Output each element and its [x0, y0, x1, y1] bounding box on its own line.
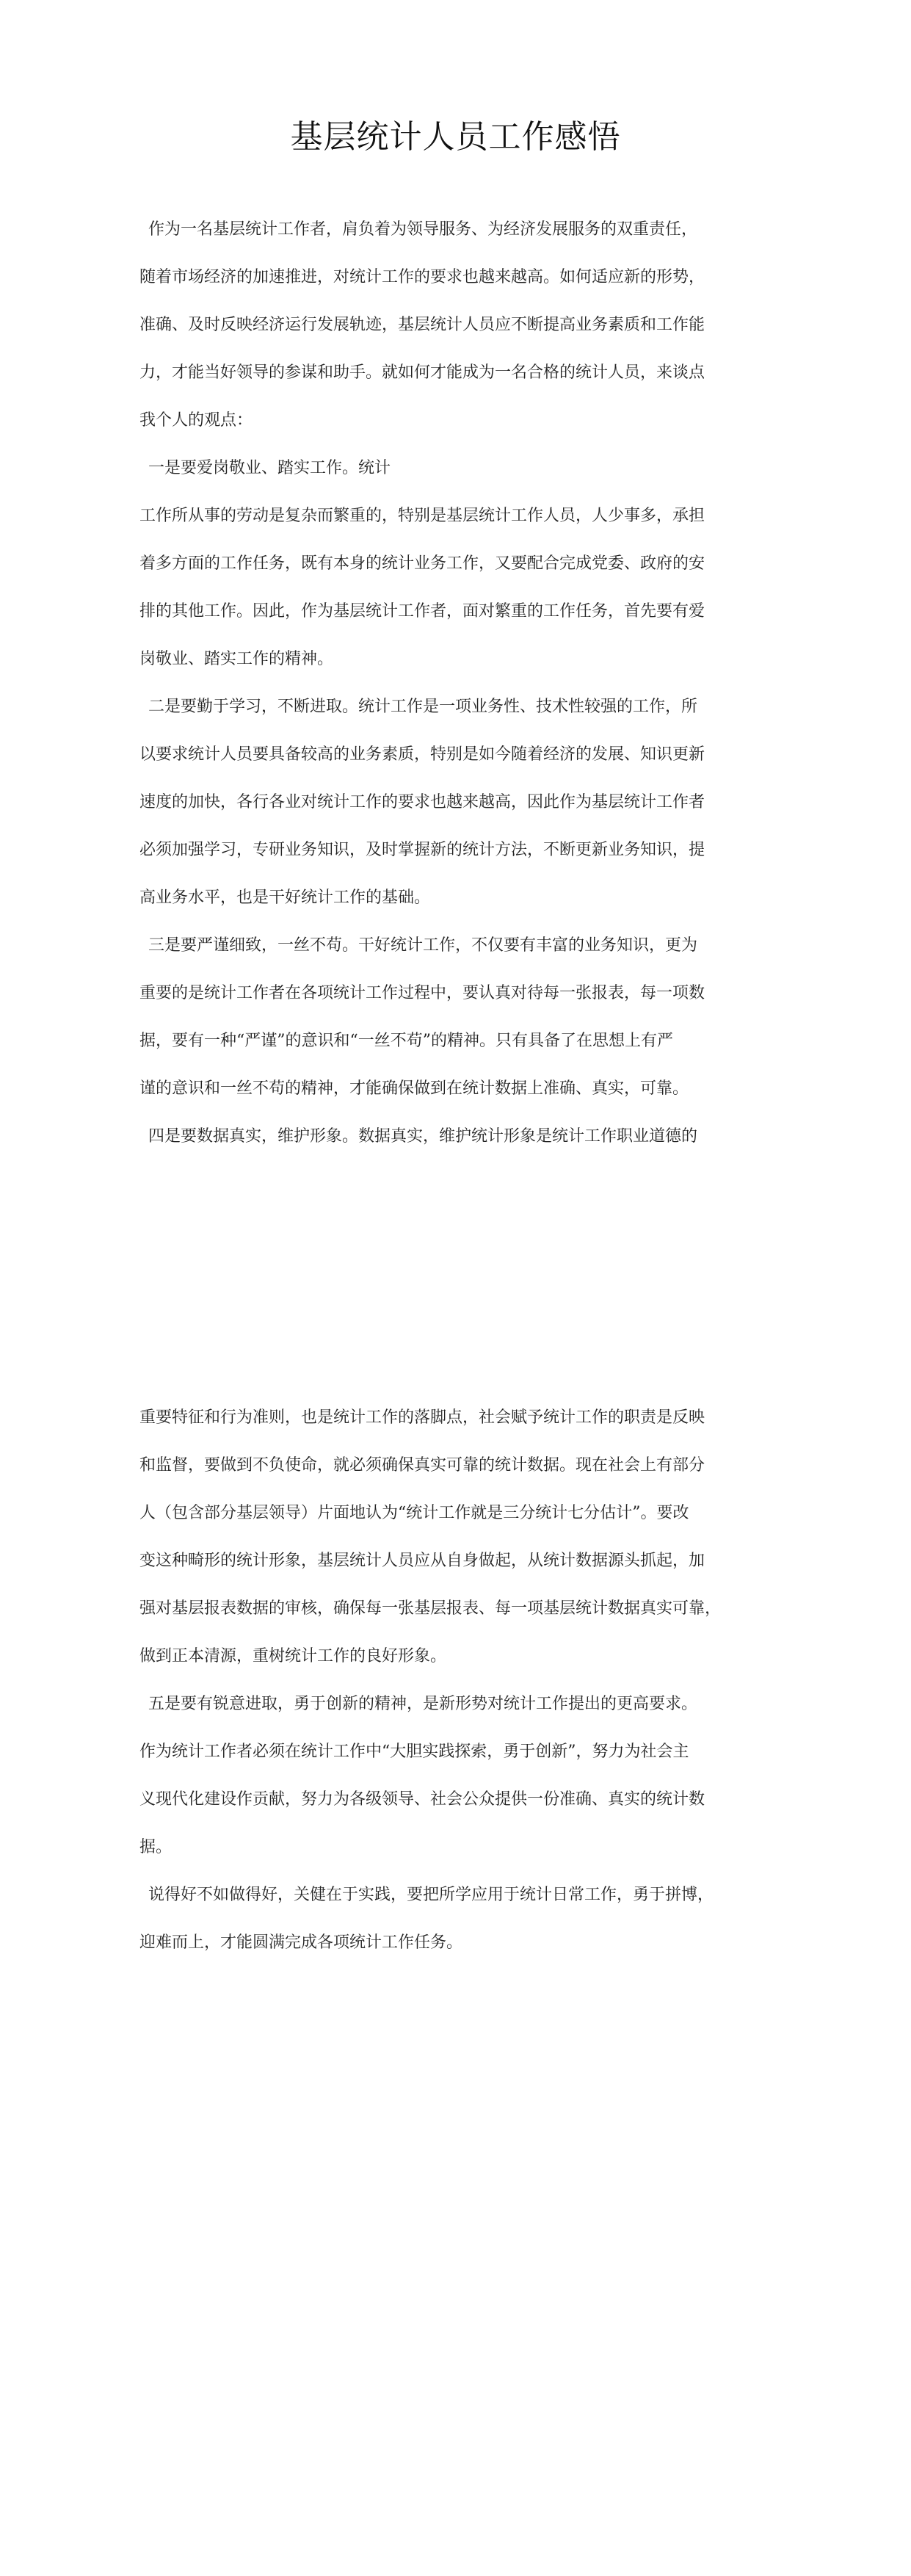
- text-line: 着多方面的工作任务，既有本身的统计业务工作，又要配合完成党委、政府的安: [139, 554, 705, 573]
- text-line: 我个人的观点：: [139, 411, 253, 430]
- text-line: 速度的加快，各行各业对统计工作的要求也越来越高，因此作为基层统计工作者: [139, 793, 705, 811]
- text-line: 三是要严谨细致，一丝不苟。干好统计工作，不仅要有丰富的业务知识，更为: [148, 936, 698, 955]
- text-line: 五是要有锐意进取，勇于创新的精神，是新形势对统计工作提出的更高要求。: [148, 1695, 698, 1713]
- text-line: 作为统计工作者必须在统计工作中“大胆实践探索，勇于创新”，努力为社会主: [139, 1743, 689, 1761]
- text-line: 排的其他工作。因此，作为基层统计工作者，面对繁重的工作任务，首先要有爱: [139, 602, 705, 621]
- text-line: 做到正本清源，重树统计工作的良好形象。: [139, 1647, 447, 1665]
- text-line: 岗敬业、踏实工作的精神。: [139, 650, 334, 668]
- text-line: 随着市场经济的加速推进，对统计工作的要求也越来越高。如何适应新的形势，: [139, 268, 705, 286]
- text-line: 工作所从事的劳动是复杂而繁重的，特别是基层统计工作人员，人少事多，承担: [139, 507, 705, 525]
- text-line: 谨的意识和一丝不苟的精神，才能确保做到在统计数据上准确、真实，可靠。: [139, 1079, 689, 1098]
- text-line: 和监督，要做到不负使命，就必须确保真实可靠的统计数据。现在社会上有部分: [139, 1456, 705, 1475]
- text-line: 必须加强学习，专研业务知识，及时掌握新的统计方法，不断更新业务知识，提: [139, 841, 705, 859]
- text-line: 人（包含部分基层领导）片面地认为“统计工作就是三分统计七分估计”。要改: [139, 1504, 689, 1522]
- text-line: 强对基层报表数据的审核，确保每一张基层报表、每一项基层统计数据真实可靠，: [139, 1599, 722, 1618]
- text-line: 准确、及时反映经济运行发展轨迹，基层统计人员应不断提高业务素质和工作能: [139, 316, 705, 334]
- text-line: 高业务水平，也是干好统计工作的基础。: [139, 889, 431, 907]
- text-line: 力，才能当好领导的参谋和助手。就如何才能成为一名合格的统计人员，来谈点: [139, 363, 705, 382]
- text-line: 作为一名基层统计工作者，肩负着为领导服务、为经济发展服务的双重责任，: [148, 220, 698, 239]
- text-line: 以要求统计人员要具备较高的业务素质，特别是如今随着经济的发展、知识更新: [139, 745, 705, 764]
- text-line: 说得好不如做得好，关健在于实践，要把所学应用于统计日常工作，勇于拼博，: [148, 1886, 714, 1904]
- text-line: 迎难而上，才能圆满完成各项统计工作任务。: [139, 1933, 463, 1952]
- text-line: 据，要有一种“严谨”的意识和“一丝不苟”的精神。只有具备了在思想上有严: [139, 1032, 673, 1050]
- text-block-lower: [139, 1394, 778, 1967]
- text-line: 四是要数据真实，维护形象。数据真实，维护统计形象是统计工作职业道德的: [148, 1127, 698, 1146]
- text-block-upper: [139, 206, 778, 1160]
- text-line: 重要特征和行为准则，也是统计工作的落脚点，社会赋予统计工作的职责是反映: [139, 1408, 705, 1427]
- text-line: 据。: [139, 1838, 173, 1856]
- text-line: 二是要勤于学习，不断进取。统计工作是一项业务性、技术性较强的工作，所: [148, 698, 698, 716]
- text-line: 变这种畸形的统计形象，基层统计人员应从自身做起，从统计数据源头抓起，加: [139, 1552, 705, 1570]
- text-line: 义现代化建设作贡献，努力为各级领导、社会公众提供一份准确、真实的统计数: [139, 1790, 705, 1809]
- text-line: 重要的是统计工作者在各项统计工作过程中，要认真对待每一张报表，每一项数: [139, 984, 705, 1002]
- document-title: 基层统计人员工作感悟: [290, 118, 621, 156]
- text-line: 一是要爱岗敬业、踏实工作。统计: [148, 459, 391, 477]
